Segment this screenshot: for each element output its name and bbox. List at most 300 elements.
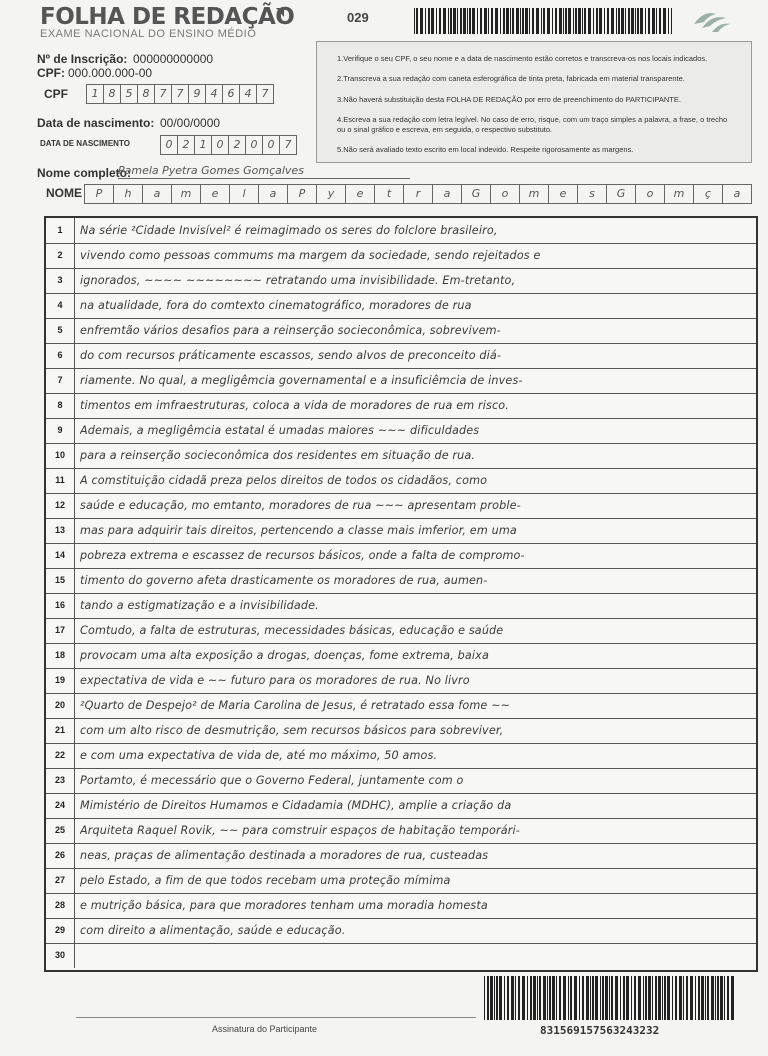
name-letter-box[interactable]: o (491, 184, 520, 204)
name-letter-box[interactable]: e (549, 184, 578, 204)
barcode-bar (663, 8, 666, 34)
essay-line-text: para a reinserção socieconômica dos residentes em situação de rua. (80, 449, 476, 462)
barcode-bar (686, 976, 688, 1020)
name-letter-box[interactable]: a (433, 184, 462, 204)
instruction-5: 5.Não será avaliado texto escrito em local indevido. Respeite rigorosamente as margens. (337, 145, 634, 154)
essay-line-text: enfremtão vários desafios para a reinserção socieconômica, sobrevivem- (80, 324, 501, 337)
essay-line-text: e mutrição básica, para que moradores tenham uma moradia homesta (80, 899, 488, 912)
birth-box[interactable]: 1 (195, 135, 212, 155)
barcode-bar (602, 976, 604, 1020)
barcode-bar (611, 8, 614, 34)
birth-box[interactable]: 0 (246, 135, 263, 155)
essay-line[interactable] (46, 718, 756, 744)
barcode-bar (507, 976, 509, 1020)
barcode-bar (556, 976, 557, 1020)
inscricao-value: 000000000000 (133, 52, 214, 66)
full-name-underline (118, 178, 410, 179)
line-number: 18 (46, 643, 75, 668)
line-number: 23 (46, 768, 75, 793)
barcode-bar (500, 8, 501, 34)
essay-line-text (80, 946, 750, 968)
barcode-bar (715, 976, 716, 1020)
barcode-bar (527, 976, 528, 1020)
form-subtitle: EXAME NACIONAL DO ENSINO MÉDIO (40, 28, 257, 40)
barcode-bar (472, 8, 475, 34)
barcode-bar (595, 976, 598, 1020)
essay-line[interactable] (46, 343, 756, 369)
barcode-bar (582, 8, 583, 34)
barcode-bar (593, 8, 594, 34)
line-number: 19 (46, 668, 75, 693)
barcode-bar (525, 8, 528, 34)
name-letter-box[interactable]: s (578, 184, 607, 204)
barcode-bar (658, 976, 661, 1020)
barcode-bar (717, 976, 719, 1020)
essay-line-text: com um alto risco de desmutrição, sem recursos básicos para sobreviver, (80, 724, 504, 737)
name-letter-box[interactable]: a (723, 184, 752, 204)
line-number: 29 (46, 918, 75, 943)
barcode-bar (667, 976, 670, 1020)
barcode-bar (495, 8, 498, 34)
corner-triangle-icon (276, 8, 284, 17)
full-name-value: Pamela Pyetra Gomes Gomçalves (118, 164, 304, 177)
barcode-bar (720, 976, 723, 1020)
line-number: 21 (46, 718, 75, 743)
barcode-bar (672, 976, 673, 1020)
barcode-bar (477, 8, 478, 34)
essay-line[interactable] (46, 318, 756, 344)
line-number: 7 (46, 368, 75, 393)
essay-line-text: ²Quarto de Despejo² de Maria Carolina de Jesus, é retratado essa fome ~~ (80, 699, 511, 712)
line-number: 9 (46, 418, 75, 443)
barcode-bar (690, 976, 693, 1020)
barcode-bar (683, 976, 684, 1020)
inep-logo-icon (692, 8, 732, 34)
barcode-bar (555, 8, 557, 34)
line-number: 3 (46, 268, 75, 293)
barcode-bar (668, 8, 669, 34)
instruction-2: 2.Transcreva a sua redação com caneta esferográfica de tinta preta, fabricada em material transparente. (337, 74, 685, 83)
barcode-bar (453, 8, 456, 34)
barcode-bar (541, 8, 542, 34)
essay-line[interactable] (46, 868, 756, 894)
barcode-bar (543, 8, 545, 34)
name-letter-box[interactable]: ç (694, 184, 723, 204)
essay-line[interactable] (46, 493, 756, 519)
birth-value: 00/00/0000 (160, 116, 221, 130)
barcode-bar (503, 8, 505, 34)
barcode-bar (634, 976, 636, 1020)
barcode-bar (536, 8, 539, 34)
barcode-bar (480, 8, 482, 34)
barcode-bar (592, 976, 594, 1020)
barcode-bar (631, 976, 632, 1020)
barcode-bar (705, 976, 706, 1020)
essay-line-text: do com recursos práticamente escassos, sendo alvos de preconceito diá- (80, 349, 502, 362)
line-number: 8 (46, 393, 75, 418)
cpf-box[interactable]: 8 (104, 84, 121, 104)
instruction-3: 3.Não haverá substituição desta FOLHA DE REDAÇÃO por erro de preenchimento do PARTICIPANTE. (337, 95, 681, 104)
birth-box[interactable]: 2 (229, 135, 246, 155)
essay-line[interactable] (46, 793, 756, 819)
barcode-bar (463, 8, 466, 34)
barcode-bar (484, 976, 485, 1020)
cpf-box[interactable]: 1 (86, 84, 104, 104)
name-letter-box[interactable]: a (259, 184, 288, 204)
barcode-bar (664, 976, 666, 1020)
name-letter-box[interactable]: e (201, 184, 230, 204)
barcode-bar (724, 976, 725, 1020)
barcode-bar (590, 976, 591, 1020)
essay-line[interactable] (46, 468, 756, 494)
name-letter-box[interactable]: e (346, 184, 375, 204)
cpf-boxes[interactable] (86, 84, 274, 104)
barcode-bar (648, 976, 651, 1020)
barcode-bar (568, 976, 569, 1020)
birth-box-label: DATA DE NASCIMENTO (40, 139, 130, 148)
name-boxes[interactable] (84, 184, 752, 204)
barcode-bar (628, 8, 630, 34)
barcode-bar (615, 976, 618, 1020)
inscricao-label: Nº de Inscrição: (37, 52, 128, 66)
barcode-bar (645, 976, 647, 1020)
barcode-bar (623, 976, 625, 1020)
barcode-bar (549, 976, 551, 1020)
essay-line-text: provocam uma alta exposição a drogas, doenças, fome extrema, baixa (80, 649, 489, 662)
line-number: 22 (46, 743, 75, 768)
cpf-box[interactable]: 8 (138, 84, 155, 104)
barcode-bar (588, 8, 591, 34)
barcode-number: 831569157563243232 (540, 1024, 660, 1037)
barcode-bar (511, 976, 514, 1020)
barcode-bar (579, 976, 580, 1020)
barcode-bar (431, 8, 434, 34)
essay-line[interactable] (46, 743, 756, 769)
line-number: 30 (46, 943, 75, 968)
barcode-bar (539, 976, 541, 1020)
name-letter-box[interactable]: h (114, 184, 143, 204)
barcode-bar (573, 8, 574, 34)
essay-line-text: Mimistério de Direitos Humamos e Cidadamia (MDHC), amplie a criação da (80, 799, 512, 812)
barcode-bar (568, 8, 571, 34)
barcode-bar (631, 8, 634, 34)
barcode-bar (701, 976, 704, 1020)
barcode-bar (420, 8, 423, 34)
barcode-bar (428, 8, 430, 34)
barcode-bar (600, 976, 601, 1020)
instruction-4: 4.Escreva a sua redação com letra legível. No caso de erro, risque, com um traço simples a palavra, a frase, o trecho ou o sinal gráfico e escreva, em seguida, o respectivo substituto. (337, 115, 728, 134)
barcode-bar (522, 976, 525, 1020)
barcode-bar (559, 8, 562, 34)
barcode-bar (625, 8, 626, 34)
line-number: 20 (46, 693, 75, 718)
essay-line[interactable] (46, 693, 756, 719)
barcode-bar (695, 976, 696, 1020)
barcode-bar (578, 8, 581, 34)
barcode-bar (522, 8, 524, 34)
essay-line-text: Na série ²Cidade Invisível² é reimagimado os seres do folclore brasileiro, (80, 224, 498, 237)
name-letter-box[interactable]: G (462, 184, 491, 204)
essay-line[interactable] (46, 243, 756, 269)
essay-line-text: timentos em imfraestruturas, coloca a vida de moradores de rua em risco. (80, 399, 509, 412)
barcode-bar (731, 976, 734, 1020)
line-number: 28 (46, 893, 75, 918)
barcode-bar (530, 976, 532, 1020)
name-letter-box[interactable]: m (520, 184, 549, 204)
essay-line[interactable] (46, 543, 756, 569)
barcode-bar (529, 8, 530, 34)
barcode-bar (439, 8, 441, 34)
barcode-bar (443, 8, 446, 34)
barcode-bar (537, 976, 538, 1020)
barcode-bar (620, 976, 621, 1020)
essay-line[interactable] (46, 218, 756, 244)
essay-line-text: tando a estigmatização e a invisibilidade. (80, 599, 319, 612)
essay-line-text: com direito a alimentação, saúde e educação. (80, 924, 346, 937)
barcode-bar (727, 976, 729, 1020)
essay-line-text: e com uma expectativa de vida de, até mo máximo, 50 amos. (80, 749, 438, 762)
barcode-bar (626, 976, 629, 1020)
barcode-bar (582, 976, 584, 1020)
essay-line-text: riamente. No qual, a megligêmcia governamental e a insuficiêmcia de inves- (80, 374, 523, 387)
barcode-bar (414, 8, 415, 34)
barcode-bar (547, 8, 550, 34)
barcode-bar (425, 8, 426, 34)
cpf-box[interactable]: 4 (240, 84, 257, 104)
barcode-bar (563, 976, 566, 1020)
line-number: 27 (46, 868, 75, 893)
name-letter-box[interactable]: m (665, 184, 694, 204)
form-title: FOLHA DE REDAÇÃO (40, 4, 295, 30)
barcode-bar (460, 8, 462, 34)
barcode-bar (611, 976, 613, 1020)
cpf-box[interactable]: 7 (172, 84, 189, 104)
barcode-bar (605, 976, 608, 1020)
barcode-bar (416, 8, 418, 34)
birth-box[interactable]: 2 (178, 135, 195, 155)
barcode-bar (450, 8, 452, 34)
barcode-bar (467, 8, 468, 34)
barcode-bar (516, 8, 519, 34)
barcode-bar (609, 976, 610, 1020)
barcode-bar (698, 976, 700, 1020)
cpf-box[interactable]: 5 (121, 84, 138, 104)
cpf-box[interactable]: 9 (189, 84, 206, 104)
barcode-bar (604, 8, 605, 34)
full-name-label: Nome completo: (37, 166, 132, 180)
line-number: 25 (46, 818, 75, 843)
birth-box[interactable]: 0 (212, 135, 229, 155)
barcode-bar (575, 8, 577, 34)
barcode-bar (469, 8, 471, 34)
barcode-bar (586, 976, 589, 1020)
essay-line-text: expectativa de vida e ~~ futuro para os moradores de rua. No livro (80, 674, 470, 687)
barcode-bar (490, 976, 493, 1020)
barcode-bar (488, 8, 489, 34)
line-number: 13 (46, 518, 75, 543)
line-number: 10 (46, 443, 75, 468)
barcode-bar (510, 8, 511, 34)
barcode-bar (499, 976, 502, 1020)
barcode-bar (607, 8, 609, 34)
barcode-bar (596, 8, 598, 34)
barcode-bar (645, 8, 646, 34)
barcode-bar (436, 8, 437, 34)
name-letter-box[interactable]: y (317, 184, 346, 204)
barcode-bar (599, 8, 602, 34)
essay-line[interactable] (46, 293, 756, 319)
barcode-bar (457, 8, 458, 34)
line-number: 14 (46, 543, 75, 568)
essay-line-text: mas para adquirir tais direitos, pertencendo a classe mais imferior, em uma (80, 524, 517, 537)
line-number: 11 (46, 468, 75, 493)
barcode-bar (552, 8, 553, 34)
cpf-box-label: CPF (44, 87, 68, 101)
essay-line[interactable] (46, 893, 756, 919)
essay-line[interactable] (46, 768, 756, 794)
name-box-label: NOME (46, 186, 82, 200)
barcode-bar (574, 976, 577, 1020)
instruction-1: 1.Verifique o seu CPF, o seu nome e a data de nascimento estão corretos e transcreva-os nos locais indicados. (337, 54, 708, 63)
essay-sheet[interactable] (44, 216, 758, 972)
name-letter-box[interactable]: o (636, 184, 665, 204)
barcode-bar (671, 8, 672, 34)
birth-box[interactable]: 0 (160, 135, 178, 155)
essay-line-text: pelo Estado, a fim de que todos recebam uma proteção mímima (80, 874, 451, 887)
essay-line-text: Arquiteta Raquel Rovik, ~~ para comstruir espaços de habitação temporári- (80, 824, 520, 837)
essay-line-text: neas, praças de alimentação destinada a moradores de rua, custeadas (80, 849, 489, 862)
barcode-bar (656, 8, 657, 34)
barcode-bar (543, 976, 546, 1020)
barcode-bar (616, 8, 617, 34)
barcode-bar (711, 976, 714, 1020)
barcode-bar (448, 8, 449, 34)
top-barcode (414, 8, 672, 34)
name-letter-box[interactable]: G (607, 184, 636, 204)
cpf-box[interactable]: 7 (257, 84, 274, 104)
barcode-bar (532, 8, 534, 34)
barcode-bar (484, 8, 487, 34)
cpf-label: CPF: (37, 66, 65, 80)
name-letter-box[interactable]: t (375, 184, 404, 204)
barcode-bar (518, 976, 520, 1020)
essay-line-text: Ademais, a megligêmcia estatal é umadas maiores ~~~ dificuldades (80, 424, 480, 437)
essay-line[interactable] (46, 843, 756, 869)
essay-line[interactable] (46, 368, 756, 394)
barcode-bar (559, 976, 561, 1020)
name-letter-box[interactable]: m (172, 184, 201, 204)
signature-label: Assinatura do Participante (212, 1024, 318, 1034)
line-number: 2 (46, 243, 75, 268)
barcode-bar (637, 8, 639, 34)
essay-line-text: timento do governo afeta drasticamente os moradores de rua, aumen- (80, 574, 488, 587)
essay-line[interactable] (46, 668, 756, 694)
essay-line[interactable] (46, 568, 756, 594)
birth-box[interactable]: 0 (263, 135, 280, 155)
line-number: 4 (46, 293, 75, 318)
barcode-bar (570, 976, 572, 1020)
essay-line-text: vivendo como pessoas commums ma margem da sociedade, sendo rejeitados e (80, 249, 541, 262)
barcode-bar (487, 976, 489, 1020)
line-number: 6 (46, 343, 75, 368)
essay-line-text: Portamto, é mecessário que o Governo Federal, juntamente com o (80, 774, 464, 787)
essay-line[interactable] (46, 643, 756, 669)
line-number: 1 (46, 218, 75, 243)
barcode-bar (640, 8, 643, 34)
barcode-bar (655, 976, 657, 1020)
essay-line-text: A comstituição cidadã preza pelos direitos de todos os cidadãos, como (80, 474, 488, 487)
line-number: 12 (46, 493, 75, 518)
essay-line[interactable] (46, 393, 756, 419)
essay-line[interactable] (46, 918, 756, 944)
line-number: 24 (46, 793, 75, 818)
bottom-barcode (484, 976, 736, 1020)
essay-line[interactable] (46, 618, 756, 644)
cpf-box[interactable]: 4 (206, 84, 223, 104)
essay-line[interactable] (46, 943, 756, 968)
barcode-bar (504, 976, 505, 1020)
cpf-box[interactable]: 6 (223, 84, 240, 104)
barcode-bar (679, 976, 682, 1020)
barcode-bar (520, 8, 521, 34)
birth-boxes[interactable] (160, 135, 297, 155)
barcode-bar (652, 976, 653, 1020)
barcode-bar (707, 976, 709, 1020)
cpf-box[interactable]: 7 (155, 84, 172, 104)
line-number: 16 (46, 593, 75, 618)
barcode-bar (506, 8, 509, 34)
name-letter-box[interactable]: r (404, 184, 433, 204)
instructions-panel (316, 41, 752, 163)
barcode-bar (494, 976, 495, 1020)
barcode-bar (515, 976, 516, 1020)
barcode-bar (675, 976, 677, 1020)
cpf-value: 000.000.000-00 (68, 66, 153, 80)
signature-line[interactable] (76, 1017, 476, 1018)
essay-line[interactable] (46, 268, 756, 294)
barcode-bar (652, 8, 655, 34)
barcode-bar (643, 976, 644, 1020)
barcode-bar (638, 976, 641, 1020)
name-letter-box[interactable]: a (143, 184, 172, 204)
barcode-bar (662, 976, 663, 1020)
essay-line-text: saúde e educação, mo emtanto, moradores de rua ~~~ apresentam proble- (80, 499, 521, 512)
barcode-bar (584, 8, 586, 34)
birth-box[interactable]: 7 (280, 135, 297, 155)
essay-line[interactable] (46, 443, 756, 469)
form-code: 029 (347, 10, 369, 25)
name-letter-box[interactable]: P (288, 184, 317, 204)
name-letter-box[interactable]: P (84, 184, 114, 204)
barcode-bar (621, 8, 624, 34)
essay-line[interactable] (46, 418, 756, 444)
barcode-bar (565, 8, 567, 34)
barcode-bar (648, 8, 650, 34)
barcode-bar (552, 976, 555, 1020)
essay-line[interactable] (46, 518, 756, 544)
line-number: 15 (46, 568, 75, 593)
essay-line[interactable] (46, 593, 756, 619)
barcode-bar (512, 8, 514, 34)
essay-line[interactable] (46, 818, 756, 844)
name-letter-box[interactable]: l (230, 184, 259, 204)
barcode-bar (635, 8, 636, 34)
birth-label: Data de nascimento: (37, 116, 155, 130)
line-number: 26 (46, 843, 75, 868)
barcode-bar (618, 8, 620, 34)
essay-line-text: Comtudo, a falta de estruturas, mecessidades básicas, educação e saúde (80, 624, 504, 637)
line-number: 17 (46, 618, 75, 643)
